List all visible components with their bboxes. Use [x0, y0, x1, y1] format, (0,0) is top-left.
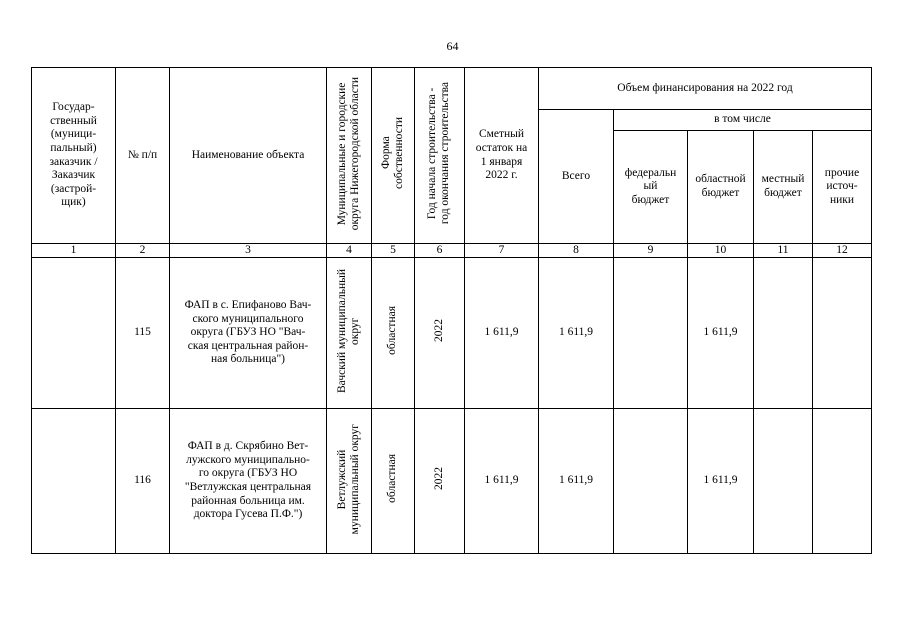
cell-other: [813, 409, 872, 554]
column-number: 2: [116, 244, 170, 258]
cell-estimated-balance: 1 611,9: [465, 258, 539, 409]
cell-years: 2022: [415, 409, 465, 554]
header-local: местный бюджет: [754, 131, 813, 244]
header-row-1: [32, 68, 872, 110]
cell-regional: 1 611,9: [688, 258, 754, 409]
header-financing-title: Объем финансирования на 2022 год: [539, 68, 872, 110]
column-number: 1: [32, 244, 116, 258]
cell-local: [754, 409, 813, 554]
table-row: [32, 409, 872, 554]
header-ownership: Форма собственности: [372, 68, 415, 244]
cell-ownership: областная: [372, 258, 415, 409]
header-years: Год начала строительства - год окончания строительства: [415, 68, 465, 244]
header-including: в том числе: [614, 110, 872, 131]
financing-table: [31, 67, 872, 554]
column-number-row: [32, 244, 872, 258]
column-number: 6: [415, 244, 465, 258]
cell-object-name: ФАП в с. Епифаново Вач- ского муниципального округа (ГБУЗ НО "Вач- ская центральная район- ная больница"): [170, 258, 327, 409]
header-total: Всего: [539, 110, 614, 244]
column-number: 10: [688, 244, 754, 258]
header-customer: Государ- ственный (муници- пальный) заказчик / Заказчик (застрой- щик): [32, 68, 116, 244]
column-number: 9: [614, 244, 688, 258]
column-number: 7: [465, 244, 539, 258]
column-number: 4: [327, 244, 372, 258]
cell-regional: 1 611,9: [688, 409, 754, 554]
cell-years: 2022: [415, 258, 465, 409]
cell-other: [813, 258, 872, 409]
cell-total: 1 611,9: [539, 409, 614, 554]
page-number: 64: [446, 39, 459, 53]
header-federal: федеральн ый бюджет: [614, 131, 688, 244]
column-number: 3: [170, 244, 327, 258]
cell-municipality: Ветлужский муниципальный округ: [327, 409, 372, 554]
cell-customer: [32, 409, 116, 554]
cell-local: [754, 258, 813, 409]
column-number: 8: [539, 244, 614, 258]
cell-num: 116: [116, 409, 170, 554]
header-estimated-balance: Сметный остаток на 1 января 2022 г.: [465, 68, 539, 244]
column-number: 5: [372, 244, 415, 258]
column-number: 11: [754, 244, 813, 258]
header-other: прочие источ- ники: [813, 131, 872, 244]
header-num: № п/п: [116, 68, 170, 244]
header-object-name: Наименование объекта: [170, 68, 327, 244]
cell-estimated-balance: 1 611,9: [465, 409, 539, 554]
cell-num: 115: [116, 258, 170, 409]
cell-federal: [614, 409, 688, 554]
cell-federal: [614, 258, 688, 409]
cell-customer: [32, 258, 116, 409]
cell-ownership: областная: [372, 409, 415, 554]
cell-object-name: ФАП в д. Скрябино Вет- лужского муниципально- го округа (ГБУЗ НО "Ветлужская центральная районная больница им. доктора Гусева П.Ф."): [170, 409, 327, 554]
cell-total: 1 611,9: [539, 258, 614, 409]
header-regional: областной бюджет: [688, 131, 754, 244]
cell-municipality: Вачский муниципальный округ: [327, 258, 372, 409]
column-number: 12: [813, 244, 872, 258]
header-municipality: Муниципальные и городские округа Нижегородской области: [327, 68, 372, 244]
table-row: [32, 258, 872, 409]
